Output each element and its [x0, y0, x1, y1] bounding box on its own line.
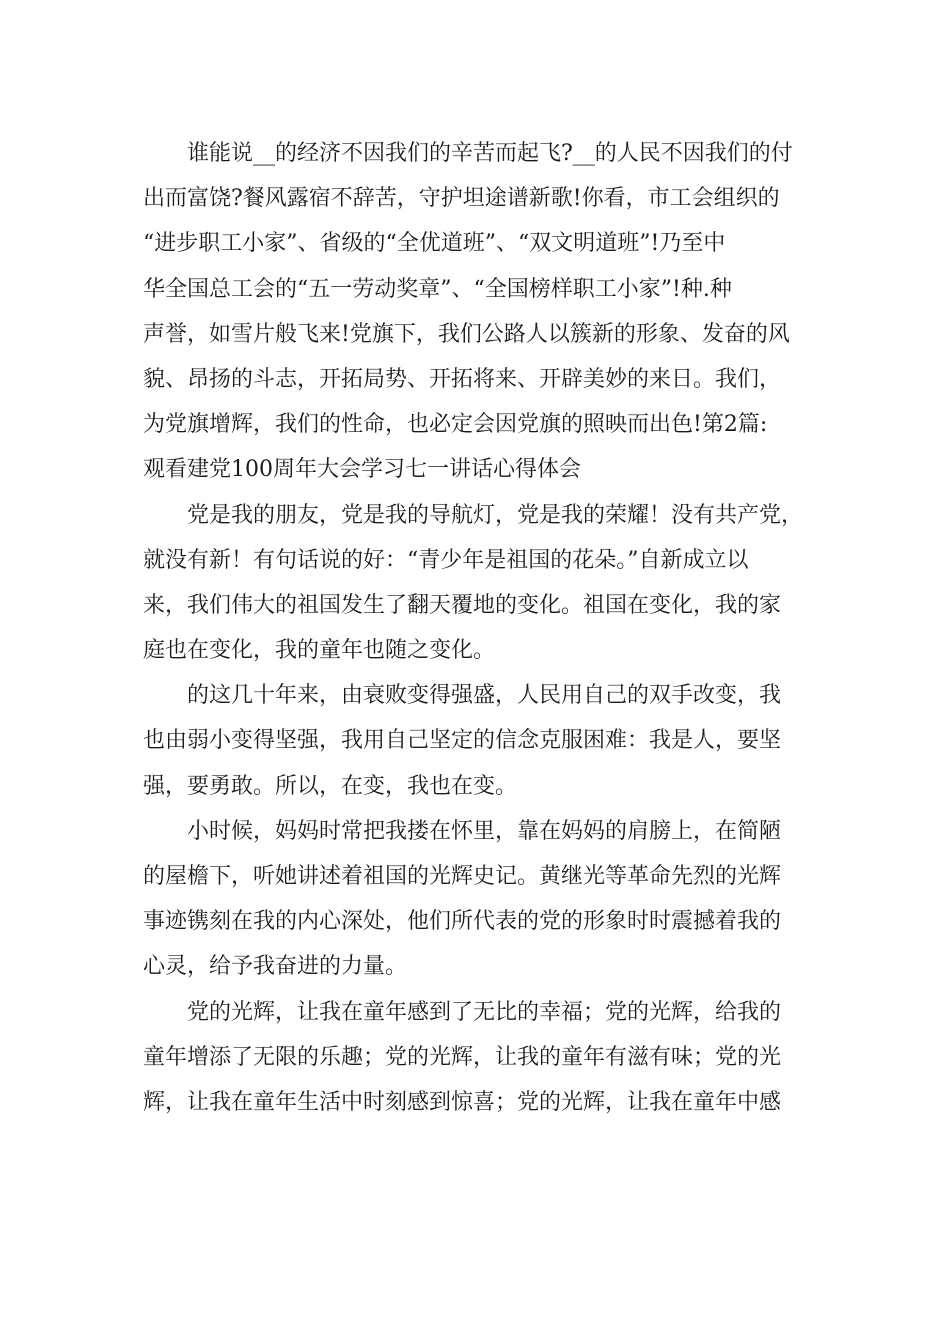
text-line: 来，我们伟大的祖国发生了翻天覆地的变化。祖国在变化，我的家 [143, 592, 782, 618]
text-line: 声誉，如雪片般飞来!党旗下，我们公路人以簇新的形象、发奋的风 [143, 321, 790, 347]
paragraph-start-line: 的这几十年来，由衰败变得强盛，人民用自己的双手改变，我 [187, 683, 782, 709]
text-line: 庭也在变化，我的童年也随之变化。 [143, 638, 496, 664]
text-line: 也由弱小变得坚强，我用自己坚定的信念克服困难：我是人，要坚 [143, 728, 782, 754]
text-line: 为党旗增辉，我们的性命，也必定会因党旗的照映而出色!第2篇: [143, 412, 768, 438]
text-line: 事迹镌刻在我的内心深处，他们所代表的党的形象时时震撼着我的 [143, 909, 782, 935]
text-line: 貌、昂扬的斗志，开拓局势、开拓将来、开辟美妙的来日。我们， [143, 366, 782, 392]
text-line: 童年增添了无限的乐趣；党的光辉，让我的童年有滋有味；党的光 [143, 1044, 782, 1070]
text-line: 谁能说__的经济不因我们的辛苦而起飞?__的人民不因我们的付 [187, 141, 793, 166]
document-body [143, 131, 813, 1125]
paragraph-start-line: 党的光辉，让我在童年感到了无比的幸福；党的光辉，给我的 [187, 999, 782, 1025]
text-line: 观看建党100周年大会学习七一讲话心得体会 [143, 457, 581, 483]
paragraph-start-line: 小时候，妈妈时常把我搂在怀里，靠在妈妈的肩膀上，在简陋 [187, 818, 782, 844]
paragraph-start-line: 党是我的朋友，党是我的导航灯，党是我的荣耀！没有共产党， [187, 502, 804, 528]
text-line: 出而富饶?餐风露宿不辞苦，守护坦途谱新歌!你看，市工会组织的 [143, 186, 780, 212]
text-line: 就没有新！有句话说的好：“青少年是祖国的花朵。”自新成立以 [143, 547, 749, 573]
text-line: 心灵，给予我奋进的力量。 [143, 954, 408, 980]
text-line: 辉，让我在童年生活中时刻感到惊喜；党的光辉，让我在童年中感 [143, 1089, 782, 1115]
text-line: 强，要勇敢。所以，在变，我也在变。 [143, 773, 518, 799]
text-line: 华全国总工会的“五一劳动奖章”、“全国榜样职工小家”!种.种 [143, 276, 732, 302]
text-line: 的屋檐下，听她讲述着祖国的光辉史记。黄继光等革命先烈的光辉 [143, 864, 782, 889]
text-line: “进步职工小家”、省级的“全优道班”、“双文明道班”!乃至中 [143, 231, 726, 257]
